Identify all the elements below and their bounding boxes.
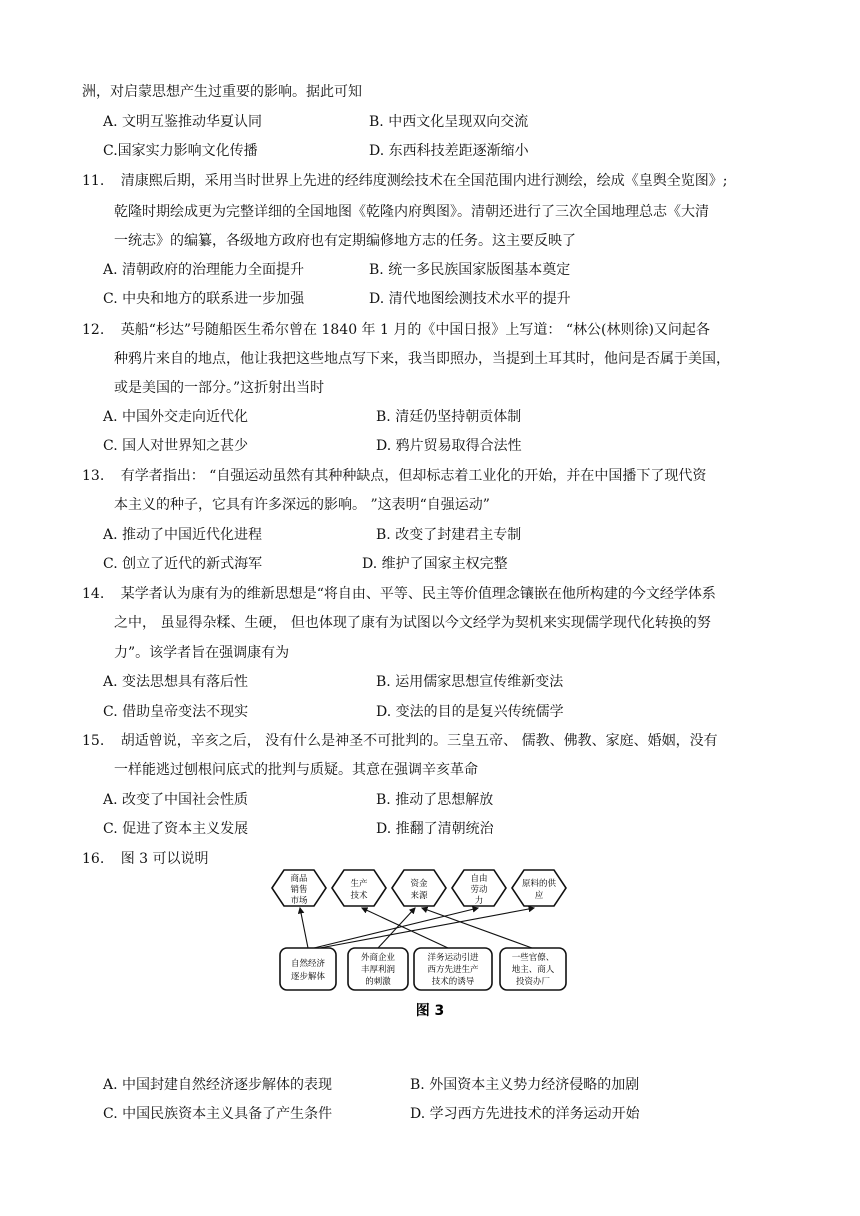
node-label: 资金 — [410, 879, 428, 889]
q11-option-b[interactable]: B. 统一多民族国家版图基本奠定 — [369, 262, 571, 278]
node-label: 力 — [474, 896, 484, 906]
question-number: 16. — [82, 851, 105, 867]
q10-option-a[interactable]: A. 文明互鉴推动华夏认同 — [103, 114, 263, 130]
question-stem-line: 某学者认为康有为的维新思想是“将自由、平等、民主等价值理念镶嵌在他所构建的今文经学体系 — [120, 586, 716, 602]
question-number: 11. — [82, 173, 105, 189]
question-stem-line: 胡适曾说，辛亥之后， 没有什么是神圣不可批判的。三皇五帝、 儒教、佛教、家庭、婚姻，没有 — [120, 733, 718, 749]
node-label: 逐步解体 — [290, 972, 326, 982]
top-node-labor — [452, 870, 506, 906]
q12-option-c[interactable]: C. 国人对世界知之甚少 — [103, 438, 249, 454]
node-label: 技术 — [350, 891, 368, 901]
node-label: 外商企业 — [360, 953, 396, 963]
q13-option-a[interactable]: A. 推动了中国近代化进程 — [103, 527, 263, 543]
q10-stem-tail: 洲，对启蒙思想产生过重要的影响。据此可知 — [82, 84, 362, 100]
node-label: 洋务运动引进 — [427, 953, 479, 963]
node-label: 生产 — [350, 879, 368, 889]
q10-option-d[interactable]: D. 东西科技差距逐渐缩小 — [369, 143, 529, 159]
top-node-raw-materials — [512, 870, 566, 906]
top-node-market — [272, 870, 326, 906]
node-label: 劳动 — [470, 885, 488, 895]
q14-option-a[interactable]: A. 变法思想具有落后性 — [103, 674, 249, 690]
node-label: 来源 — [410, 891, 428, 901]
q11-option-a[interactable]: A. 清朝政府的治理能力全面提升 — [103, 262, 305, 278]
question-stem-line: 清康熙后期，采用当时世界上先进的经纬度测绘技术在全国范围内进行测绘，绘成《皇舆全览图》; — [120, 173, 728, 189]
question-12 — [82, 320, 710, 340]
question-11 — [82, 171, 727, 191]
q14-option-c[interactable]: C. 借助皇帝变法不现实 — [103, 704, 249, 720]
q13-option-d[interactable]: D. 维护了国家主权完整 — [362, 556, 508, 572]
node-label: 投资办厂 — [515, 977, 551, 987]
node-label: 地主、商人 — [511, 965, 555, 975]
question-stem-line: 英船“杉达”号随船医生希尔曾在 1840 年 1 月的《中国日报》上写道： “林公(林则徐)又问起各 — [120, 322, 710, 338]
node-label: 自由 — [470, 874, 488, 884]
node-label: 的刺激 — [365, 977, 391, 987]
question-stem-line: 一统志》的编纂，各级地方政府也有定期编修地方志的任务。这主要反映了 — [114, 233, 576, 249]
node-label: 应 — [534, 891, 544, 901]
bottom-node-natural-economy — [280, 948, 336, 990]
question-15 — [82, 731, 718, 751]
question-13 — [82, 466, 706, 486]
q12-option-a[interactable]: A. 中国外交走向近代化 — [103, 409, 249, 425]
node-label: 原料的供 — [521, 879, 557, 889]
question-stem-line: 有学者指出： “自强运动虽然有其种种缺点，但却标志着工业化的开始，并在中国播下了现代资 — [120, 468, 707, 484]
node-label: 丰厚利润 — [360, 965, 396, 975]
top-node-capital — [392, 870, 446, 906]
q15-option-d[interactable]: D. 推翻了清朝统治 — [376, 821, 494, 837]
figure-caption: 图 3 — [415, 1003, 445, 1019]
question-14 — [82, 584, 716, 604]
q16-option-d[interactable]: D. 学习西方先进技术的洋务运动开始 — [410, 1106, 640, 1122]
q16-option-b[interactable]: B. 外国资本主义势力经济侵略的加剧 — [410, 1077, 640, 1093]
question-stem-line: 本主义的种子，它具有许多深远的影响。 ”这表明“自强运动” — [114, 497, 490, 513]
q12-option-d[interactable]: D. 鸦片贸易取得合法性 — [376, 438, 522, 454]
question-stem-line: 图 3 可以说明 — [120, 851, 209, 867]
node-label: 销售 — [290, 885, 308, 895]
q14-option-d[interactable]: D. 变法的目的是复兴传统儒学 — [376, 704, 564, 720]
q13-option-b[interactable]: B. 改变了封建君主专制 — [376, 527, 522, 543]
node-label: 技术的诱导 — [431, 977, 475, 987]
q11-option-c[interactable]: C. 中央和地方的联系进一步加强 — [103, 291, 305, 307]
question-stem-line: 种鸦片来自的地点，他让我把这些地点写下来，我当即照办，当提到土耳其时，他问是否属于美国， — [114, 351, 730, 367]
top-node-technology — [332, 870, 386, 906]
question-number: 15. — [82, 733, 105, 749]
q10-option-b[interactable]: B. 中西文化呈现双向交流 — [369, 114, 529, 130]
q12-option-b[interactable]: B. 清廷仍坚持朝贡体制 — [376, 409, 522, 425]
question-stem-line: 力”。该学者旨在强调康有为 — [114, 645, 290, 661]
q15-option-c[interactable]: C. 促进了资本主义发展 — [103, 821, 249, 837]
q15-option-b[interactable]: B. 推动了思想解放 — [376, 792, 494, 808]
bottom-node-westernization — [414, 948, 492, 990]
q13-option-c[interactable]: C. 创立了近代的新式海军 — [103, 556, 263, 572]
question-stem-line: 之中， 虽显得杂糅、生硬， 但也体现了康有为试图以今文经学为契机来实现儒学现代化转换的努 — [114, 615, 711, 631]
q16-option-c[interactable]: C. 中国民族资本主义具备了产生条件 — [103, 1106, 333, 1122]
q15-option-a[interactable]: A. 改变了中国社会性质 — [103, 792, 249, 808]
question-16 — [82, 849, 209, 869]
question-stem-line: 或是美国的一部分。”这折射出当时 — [114, 380, 325, 396]
question-number: 13. — [82, 468, 105, 484]
question-stem-line: 乾隆时期绘成更为完整详细的全国地图《乾隆内府舆图》。清朝还进行了三次全国地理总志《大清 — [114, 204, 709, 220]
question-number: 14. — [82, 586, 105, 602]
bottom-node-investors — [500, 948, 566, 990]
diagram-arrows — [300, 908, 534, 948]
node-label: 市场 — [290, 896, 308, 906]
q10-option-c[interactable]: C.国家实力影响文化传播 — [103, 143, 258, 159]
node-label: 一些官僚、 — [511, 953, 555, 963]
node-label: 商品 — [290, 874, 308, 884]
question-number: 12. — [82, 322, 105, 338]
q11-option-d[interactable]: D. 清代地图绘测技术水平的提升 — [369, 291, 571, 307]
question-stem-line: 一样能逃过刨根问底式的批判与质疑。其意在强调辛亥革命 — [114, 762, 478, 778]
q14-option-b[interactable]: B. 运用儒家思想宣传维新变法 — [376, 674, 564, 690]
bottom-node-foreign-profit — [348, 948, 408, 990]
figure-3-diagram — [270, 868, 590, 1023]
node-label: 自然经济 — [290, 959, 326, 969]
q16-option-a[interactable]: A. 中国封建自然经济逐步解体的表现 — [103, 1077, 333, 1093]
node-label: 西方先进生产 — [427, 965, 479, 975]
